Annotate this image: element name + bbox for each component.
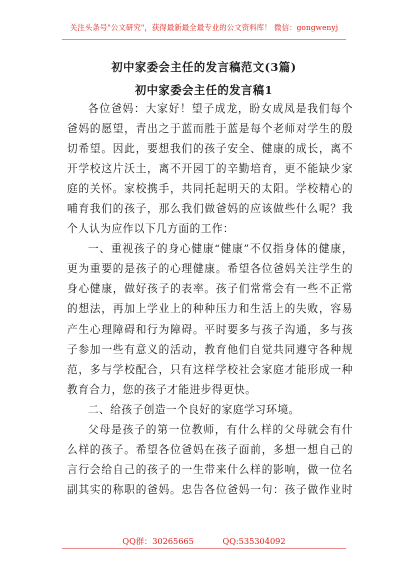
text-line: 哺育我们的孩子，那么我们做爸妈的应该做些什么呢？我	[67, 203, 353, 216]
document-body	[67, 99, 353, 500]
text-line: 么样的孩子。希望各位爸妈在孩子面前，多想一想自己的	[67, 443, 353, 456]
text-line: 父母是孩子的第一位教师，有什么样的父母就会有什	[88, 423, 353, 436]
text-line: 更为重要的是孩子的心理健康。希望各位爸妈关注学生的	[67, 263, 353, 276]
text-line: 副其实的称职的爸妈。忠告各位爸妈一句：孩子做作业时	[67, 483, 353, 496]
text-line: 产生心理障碍和行为障碍。平时要多与孩子沟通，多与孩	[67, 323, 353, 336]
document-subtitle: 初中家委会主任的发言稿1	[134, 83, 274, 97]
text-line: 个人认为应作以下几方面的工作：	[67, 223, 235, 236]
text-line: 言行会给自己的孩子的一生带来什么样的影响，做一位名	[67, 463, 353, 476]
document-title: 初中家委会主任的发言稿范文(3篇)	[111, 60, 297, 74]
footer-divider	[62, 548, 346, 549]
text-line: 庭的关怀。家校携手，共同托起明天的太阳。学校精心的	[67, 183, 353, 196]
text-line: 的想法，再加上学业上的种种压力和生活上的失败，容易	[67, 303, 353, 316]
header-divider	[62, 39, 346, 40]
text-line: 各位爸妈：大家好！望子成龙，盼女成凤是我们每个	[88, 103, 353, 115]
footer-contact	[0, 536, 408, 547]
text-line: 身心健康，做好孩子的表率。孩子们常常会有一些不正常	[67, 283, 353, 296]
text-line: 切希望。因此，要想我们的孩子安全、健康的成长，离不	[67, 143, 353, 156]
text-line: 开学校这片沃土，离不开园丁的辛勤培育，更不能缺少家	[67, 163, 353, 176]
qq-contact-label: QQ:535304092	[222, 536, 286, 546]
text-line: 子参加一些有意义的活动，教育他们自觉共同遵守各种规	[67, 343, 353, 356]
text-line: 二、给孩子创造一个良好的家庭学习环境。	[88, 403, 300, 416]
text-line: 爸妈的愿望，青出之于蓝而胜于蓝是每个老师对学生的殷	[67, 123, 353, 136]
text-line: 一、重视孩子的身心健康“健康”不仅指身体的健康，	[88, 243, 353, 256]
qq-group-label: QQ群：30265665	[122, 536, 194, 546]
header-note: 关注头条号"公文研究"，获得最新最全最专业的公文资料库！ 微信：gongwenyj	[69, 23, 339, 32]
text-line: 范，多与学校配合，只有这样学校社会家庭才能形成一种	[67, 363, 353, 376]
text-line: 教育合力，您的孩子才能进步得更快。	[67, 383, 257, 396]
